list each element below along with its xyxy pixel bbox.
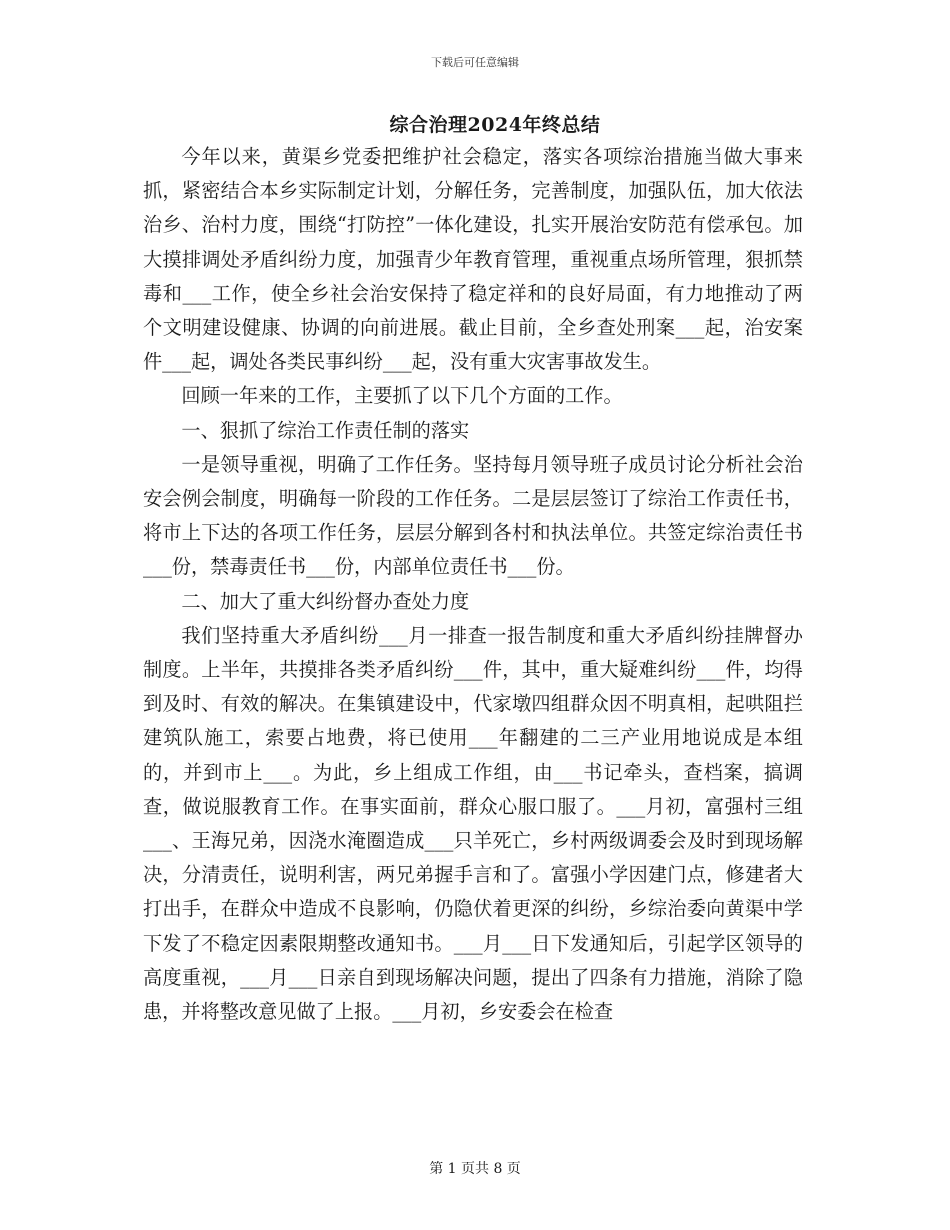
section-heading-2: 二、加大了重大纠纷督办查处力度 [181, 589, 470, 613]
section-heading-1: 一、狠抓了综治工作责任制的落实 [181, 418, 470, 442]
paragraph-review: 回顾一年来的工作，主要抓了以下几个方面的工作。 [181, 384, 623, 408]
document-title: 综合治理2024年终总结 [389, 114, 601, 136]
paragraph-intro: 今年以来，黄渠乡党委把维护社会稳定，落实各项综治措施当做大事来抓，紧密结合本乡实际制定计划，分解任务，完善制度，加强队伍，加大依法治乡、治村力度，围绕“打防控”一体化建设，扎实开展治安防范有偿承包。加大摸排调处矛盾纠纷力度，加强青少年教育管理，重视重点场所管理，狠抓禁毒和___工作，使全乡社会治安保持了稳定祥和的良好局面，有力地推动了两个文明建设健康、协调的向前进展。截止目前，全乡查处刑案___起，治安案件___起，调处各类民事纠纷___起，没有重大灾害事故发生。 [143, 145, 803, 374]
paragraph-disputes: 我们坚持重大矛盾纠纷___月一排查一报告制度和重大矛盾纠纷挂牌督办制度。上半年，共摸排各类矛盾纠纷___件，其中，重大疑难纠纷___件，均得到及时、有效的解决。在集镇建设中，代家墩四组群众因不明真相，起哄阻拦建筑队施工，索要占地费，将已使用___年翻建的二三产业用地说成是本组的，并到市上___。为此，乡上组成工作组，由___书记牵头，查档案，搞调查，做说服教育工作。在事实面前，群众心服口服了。___月初，富强村三组___、王海兄弟，因浇水淹圈造成___只羊死亡，乡村两级调委会及时到现场解决，分清责任，说明利害，两兄弟握手言和了。富强小学因建门点，修建者大打出手，在群众中造成不良影响，仍隐伏着更深的纠纷，乡综治委向黄渠中学下发了不稳定因素限期整改通知书。___月___日下发通知后，引起学区领导的高度重视，___月___日亲自到现场解决问题，提出了四条有力措施，消除了隐患，并将整改意见做了上报。___月初，乡安委会在检查 [143, 623, 803, 1024]
page-footer-pagination: 第 1 页共 8 页 [429, 1161, 521, 1177]
page-header-note: 下载后可任意编辑 [431, 56, 519, 69]
document-body [143, 140, 803, 1029]
paragraph-responsibility: 一是领导重视，明确了工作任务。坚持每月领导班子成员讨论分析社会治安会例会制度，明确每一阶段的工作任务。二是层层签订了综治工作责任书，将市上下达的各项工作任务，层层分解到各村和执法单位。共签定综治责任书___份，禁毒责任书___份，内部单位责任书___份。 [143, 452, 803, 579]
